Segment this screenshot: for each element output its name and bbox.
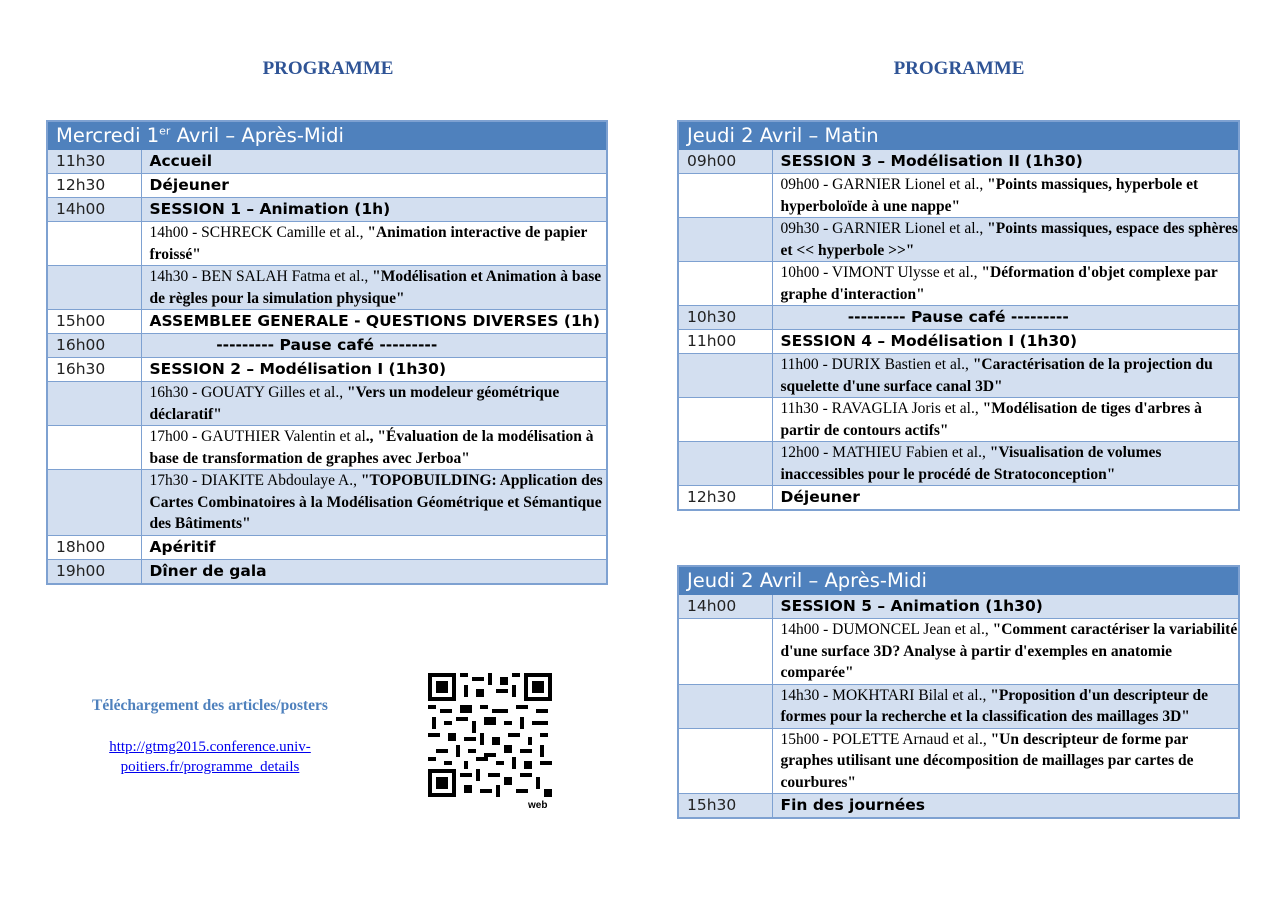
schedule-thursday-morning — [677, 120, 1240, 511]
table-row: 10h30 --------- Pause café --------- — [678, 306, 1239, 330]
schedule-wednesday-afternoon — [46, 120, 608, 585]
table-row: 16h00 --------- Pause café --------- — [47, 334, 607, 358]
talk-row: 11h00 - DURIX Bastien et al., "Caractérisation de la projection du squelette d'une surface canal 3D" — [678, 354, 1239, 398]
talk-row: 16h30 - GOUATY Gilles et al., "Vers un modeleur géométrique déclaratif" — [47, 382, 607, 426]
talk-row: 10h00 - VIMONT Ulysse et al., "Déformation d'objet complexe par graphe d'interaction" — [678, 262, 1239, 306]
table-row: 11h00 SESSION 4 – Modélisation I (1h30) — [678, 330, 1239, 354]
talk-row: 14h30 - MOKHTARI Bilal et al., "Proposition d'un descripteur de formes pour la recherche et la classification des maillages 3D" — [678, 684, 1239, 728]
table-row: 12h30 Déjeuner — [47, 174, 607, 198]
programme-title-right: PROGRAMME — [893, 58, 1025, 79]
talk-row: 17h00 - GAUTHIER Valentin et al., "Évaluation de la modélisation à base de transformation de graphes avec Jerboa" — [47, 426, 607, 470]
table-header: Jeudi 2 Avril – Matin — [678, 121, 1239, 150]
qr-code[interactable] — [428, 673, 552, 797]
talk-row: 09h30 - GARNIER Lionel et al., "Points massiques, espace des sphères et << hyperbole >>" — [678, 218, 1239, 262]
qr-label: web — [528, 800, 548, 811]
table-row: 09h00 SESSION 3 – Modélisation II (1h30) — [678, 150, 1239, 174]
download-title: Téléchargement des articles/posters — [92, 697, 328, 714]
talk-row: 14h30 - BEN SALAH Fatma et al., "Modélisation et Animation à base de règles pour la simulation physique" — [47, 266, 607, 310]
table-row: 15h00 ASSEMBLEE GENERALE - QUESTIONS DIVERSES (1h) — [47, 310, 607, 334]
talk-row: 11h30 - RAVAGLIA Joris et al., "Modélisation de tiges d'arbres à partir de contours actifs" — [678, 398, 1239, 442]
table-row: 14h00 SESSION 1 – Animation (1h) — [47, 198, 607, 222]
talk-row: 15h00 - POLETTE Arnaud et al., "Un descripteur de forme par graphes utilisant une décomposition de maillages par cartes de courbures" — [678, 728, 1239, 794]
table-row: 14h00 SESSION 5 – Animation (1h30) — [678, 595, 1239, 619]
programme-title-left: PROGRAMME — [262, 58, 394, 79]
talk-row: 09h00 - GARNIER Lionel et al., "Points massiques, hyperbole et hyperboloïde à une nappe" — [678, 174, 1239, 218]
table-row: 11h30 Accueil — [47, 150, 607, 174]
table-row: 19h00 Dîner de gala — [47, 559, 607, 584]
table-row: 18h00 Apéritif — [47, 535, 607, 559]
talk-row: 14h00 - DUMONCEL Jean et al., "Comment caractériser la variabilité d'une surface 3D? Analyse à partir d'exemples en anatomie comparée" — [678, 619, 1239, 685]
talk-row: 14h00 - SCHRECK Camille et al., "Animation interactive de papier froissé" — [47, 222, 607, 266]
talk-row: 17h30 - DIAKITE Abdoulaye A., "TOPOBUILDING: Application des Cartes Combinatoires à la Modélisation Géométrique et Sémantique des Bâtiments" — [47, 470, 607, 536]
talk-row: 12h00 - MATHIEU Fabien et al., "Visualisation de volumes inaccessibles pour le procédé de Stratoconception" — [678, 442, 1239, 486]
table-header: Mercredi 1er Avril – Après-Midi — [47, 121, 607, 150]
table-row: 16h30 SESSION 2 – Modélisation I (1h30) — [47, 358, 607, 382]
table-row: 12h30 Déjeuner — [678, 486, 1239, 511]
download-link[interactable]: http://gtmg2015.conference.univ-poitiers.fr/programme_details — [109, 739, 311, 775]
table-row: 15h30 Fin des journées — [678, 794, 1239, 819]
schedule-thursday-afternoon — [677, 565, 1240, 819]
table-header: Jeudi 2 Avril – Après-Midi — [678, 566, 1239, 595]
